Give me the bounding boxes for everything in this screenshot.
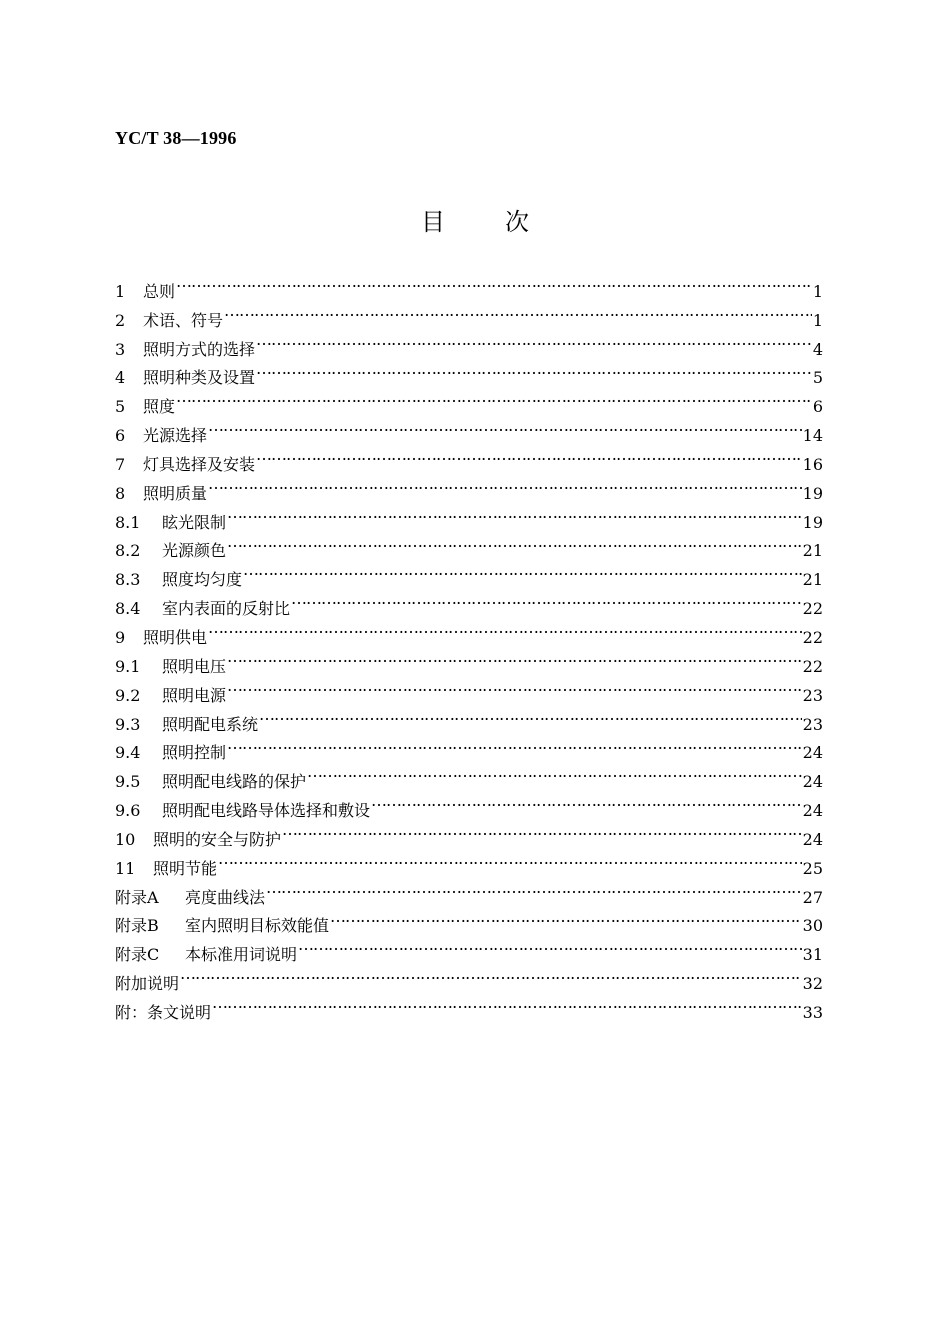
- toc-number: 4: [115, 368, 126, 388]
- toc-label: 照明配电线路导体选择和敷设: [162, 801, 371, 821]
- toc-number: 9.5: [115, 772, 141, 792]
- toc-label: 眩光限制: [162, 512, 227, 532]
- toc-label: 照度均匀度: [162, 570, 243, 590]
- toc-leader-dots: [243, 556, 802, 585]
- toc-page-number: 6: [812, 397, 823, 417]
- toc-number: 8.4: [115, 599, 141, 619]
- toc-leader-dots: [208, 470, 802, 499]
- toc-row[interactable]: [115, 874, 823, 907]
- toc-row[interactable]: [115, 614, 823, 647]
- toc-number: 9: [115, 627, 126, 647]
- toc-label: 照明电源: [162, 685, 227, 705]
- toc-label: 室内表面的反射比: [162, 599, 291, 619]
- toc-page-number: 14: [802, 426, 823, 446]
- toc-number: 10: [115, 829, 136, 849]
- toc-label: 照明方式的选择: [143, 339, 256, 359]
- toc-leader-dots: [259, 701, 802, 730]
- toc-page-number: 33: [802, 1002, 823, 1022]
- toc-number: 8.2: [115, 541, 141, 561]
- toc-page-number: 24: [802, 801, 823, 821]
- toc-page-number: 23: [802, 714, 823, 734]
- toc-label: 总则: [143, 281, 176, 301]
- toc-row[interactable]: [115, 845, 823, 878]
- toc-number: 9.1: [115, 656, 141, 676]
- toc-leader-dots: [176, 383, 812, 412]
- toc-leader-dots: [227, 643, 802, 672]
- toc-label: 照度: [143, 397, 176, 417]
- toc-leader-dots: [371, 787, 802, 816]
- toc-label: 照明种类及设置: [143, 368, 256, 388]
- toc-title-first: 目: [421, 208, 445, 236]
- toc-number: 附录C: [115, 945, 160, 965]
- toc-page-number: 4: [812, 339, 823, 359]
- toc-row[interactable]: [115, 470, 823, 503]
- toc-label: 照明控制: [162, 743, 227, 763]
- toc-leader-dots: [256, 326, 812, 355]
- toc-number: 3: [115, 339, 126, 359]
- toc-leader-dots: [218, 845, 802, 874]
- toc-leader-dots: [227, 730, 802, 759]
- toc-label: 照明电压: [162, 656, 227, 676]
- toc-number: 8.1: [115, 512, 141, 532]
- toc-leader-dots: [180, 960, 802, 989]
- toc-label: 本标准用词说明: [185, 945, 298, 965]
- toc-page-number: 5: [812, 368, 823, 388]
- toc-page-number: 24: [802, 772, 823, 792]
- toc-page-number: 30: [802, 916, 823, 936]
- toc-number: 附录A: [115, 887, 159, 907]
- toc-row[interactable]: [115, 499, 823, 532]
- toc-page-number: 22: [802, 656, 823, 676]
- toc-leader-dots: [307, 758, 802, 787]
- toc-row[interactable]: [115, 643, 823, 676]
- toc-row[interactable]: [115, 268, 823, 301]
- toc-title: [0, 202, 950, 237]
- toc-number: 9.6: [115, 801, 141, 821]
- table-of-contents: [115, 268, 823, 1022]
- toc-row[interactable]: [115, 989, 823, 1022]
- toc-leader-dots: [256, 441, 802, 470]
- toc-number: 9.4: [115, 743, 141, 763]
- toc-label: 亮度曲线法: [185, 887, 266, 907]
- toc-page-number: 16: [802, 454, 823, 474]
- toc-leader-dots: [212, 989, 802, 1018]
- toc-label: 光源选择: [143, 426, 208, 446]
- toc-leader-dots: [227, 528, 802, 557]
- toc-leader-dots: [282, 816, 802, 845]
- toc-label: 照明配电系统: [162, 714, 259, 734]
- toc-number: 9.2: [115, 685, 141, 705]
- toc-leader-dots: [256, 355, 812, 384]
- toc-leader-dots: [176, 268, 812, 297]
- toc-label: 附加说明: [115, 974, 180, 994]
- toc-row[interactable]: [115, 383, 823, 417]
- toc-leader-dots: [291, 585, 802, 614]
- toc-number: 8.3: [115, 570, 141, 590]
- toc-label: 照明质量: [143, 483, 208, 503]
- toc-row[interactable]: [115, 441, 823, 474]
- toc-page-number: 22: [802, 627, 823, 647]
- toc-leader-dots: [208, 412, 802, 441]
- toc-leader-dots: [266, 874, 802, 903]
- toc-number: 8: [115, 483, 126, 503]
- toc-number: 9.3: [115, 714, 141, 734]
- toc-title-second: 次: [505, 208, 529, 236]
- toc-label: 照明供电: [143, 627, 208, 647]
- toc-number: 6: [115, 426, 126, 446]
- toc-row[interactable]: [115, 412, 823, 446]
- toc-label: 灯具选择及安装: [143, 454, 256, 474]
- toc-label: 附：条文说明: [115, 1002, 212, 1022]
- toc-label: 照明节能: [153, 858, 218, 878]
- toc-label: 术语、符号: [143, 310, 224, 330]
- toc-row[interactable]: [115, 960, 823, 994]
- toc-leader-dots: [330, 903, 802, 932]
- toc-page-number: 25: [802, 858, 823, 878]
- toc-page-number: 19: [802, 512, 823, 532]
- toc-number: 11: [115, 858, 136, 878]
- toc-number: 附录B: [115, 916, 159, 936]
- toc-page-number: 24: [802, 829, 823, 849]
- toc-label: 室内照明目标效能值: [185, 916, 330, 936]
- toc-page-number: 23: [802, 685, 823, 705]
- toc-leader-dots: [208, 614, 802, 643]
- toc-leader-dots: [224, 297, 812, 326]
- toc-page-number: 32: [802, 974, 823, 994]
- toc-number: 1: [115, 281, 126, 301]
- toc-page-number: 21: [802, 541, 823, 561]
- toc-label: 光源颜色: [162, 541, 227, 561]
- toc-page-number: 22: [802, 599, 823, 619]
- toc-number: 7: [115, 454, 126, 474]
- toc-number: 5: [115, 397, 126, 417]
- toc-page-number: 21: [802, 570, 823, 590]
- toc-page-number: 24: [802, 743, 823, 763]
- toc-leader-dots: [227, 499, 802, 528]
- toc-page-number: 27: [802, 887, 823, 907]
- toc-label: 照明的安全与防护: [153, 829, 282, 849]
- toc-page-number: 1: [812, 310, 823, 330]
- toc-page-number: 19: [802, 483, 823, 503]
- toc-page-number: 31: [802, 945, 823, 965]
- toc-number: 2: [115, 310, 126, 330]
- document-code: YC/T 38—1996: [115, 128, 237, 148]
- toc-leader-dots: [227, 672, 802, 701]
- toc-page-number: 1: [812, 281, 823, 301]
- toc-leader-dots: [298, 931, 802, 960]
- toc-label: 照明配电线路的保护: [162, 772, 307, 792]
- toc-row[interactable]: [115, 297, 823, 330]
